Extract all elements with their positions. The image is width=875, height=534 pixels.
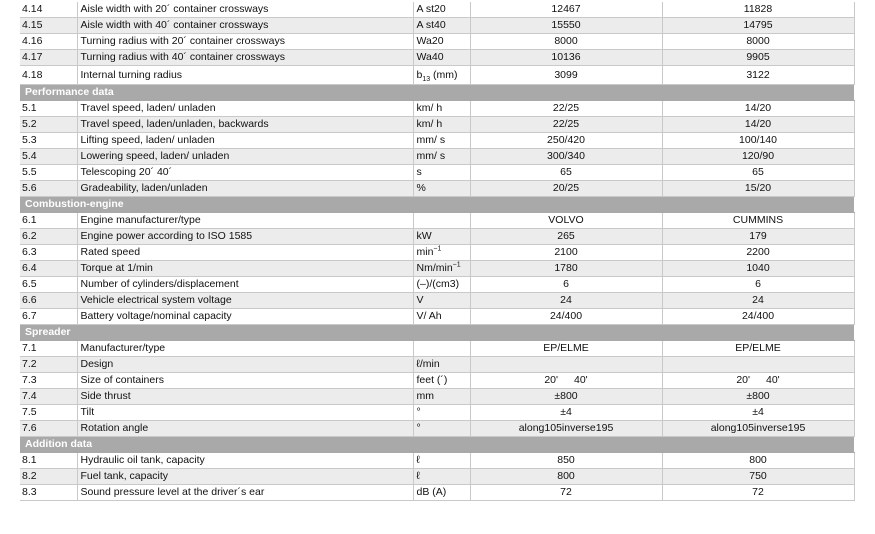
value-model-2: 2200 bbox=[662, 245, 854, 261]
value-model-2: 8000 bbox=[662, 34, 854, 50]
table-row bbox=[20, 18, 854, 34]
row-unit: mm bbox=[413, 389, 470, 405]
row-unit: ℓ bbox=[413, 453, 470, 469]
row-number: 7.1 bbox=[20, 341, 77, 357]
table-row bbox=[20, 485, 854, 501]
row-number: 5.2 bbox=[20, 117, 77, 133]
row-number: 5.5 bbox=[20, 165, 77, 181]
value-model-2: 1040 bbox=[662, 261, 854, 277]
row-unit: V bbox=[413, 293, 470, 309]
row-unit: dB (A) bbox=[413, 485, 470, 501]
row-unit: km/ h bbox=[413, 101, 470, 117]
table-row bbox=[20, 469, 854, 485]
row-description: Fuel tank, capacity bbox=[77, 469, 413, 485]
value-model-2: 11828 bbox=[662, 2, 854, 18]
value-model-1: EP/ELME bbox=[470, 341, 662, 357]
row-description: Internal turning radius bbox=[77, 66, 413, 85]
row-description: Lifting speed, laden/ unladen bbox=[77, 133, 413, 149]
row-description: Travel speed, laden/unladen, backwards bbox=[77, 117, 413, 133]
row-number: 5.4 bbox=[20, 149, 77, 165]
value-model-1: VOLVO bbox=[470, 213, 662, 229]
value-model-2: ±800 bbox=[662, 389, 854, 405]
value-model-1: 3099 bbox=[470, 66, 662, 85]
value-model-1: 22/25 bbox=[470, 101, 662, 117]
section-header bbox=[20, 437, 854, 453]
row-description: Aisle width with 20´ container crossways bbox=[77, 2, 413, 18]
row-description: Torque at 1/min bbox=[77, 261, 413, 277]
row-unit: $b_{13}$ (mm) bbox=[413, 66, 470, 85]
value-model-1: 10136 bbox=[470, 50, 662, 66]
section-header bbox=[20, 197, 854, 213]
row-unit: % bbox=[413, 181, 470, 197]
table-row bbox=[20, 2, 854, 18]
table-row bbox=[20, 373, 854, 389]
row-unit: ℓ bbox=[413, 469, 470, 485]
row-number: 7.2 bbox=[20, 357, 77, 373]
row-number: 5.6 bbox=[20, 181, 77, 197]
row-number: 4.15 bbox=[20, 18, 77, 34]
row-description: Hydraulic oil tank, capacity bbox=[77, 453, 413, 469]
value-model-1: 850 bbox=[470, 453, 662, 469]
row-number: 4.17 bbox=[20, 50, 77, 66]
row-description: Vehicle electrical system voltage bbox=[77, 293, 413, 309]
row-unit: kW bbox=[413, 229, 470, 245]
value-model-1: along105inverse195 bbox=[470, 421, 662, 437]
value-model-1: 22/25 bbox=[470, 117, 662, 133]
row-unit: Wa40 bbox=[413, 50, 470, 66]
row-number: 6.7 bbox=[20, 309, 77, 325]
row-unit: ° bbox=[413, 421, 470, 437]
value-model-2: 120/90 bbox=[662, 149, 854, 165]
row-description: Turning radius with 40´ container crossways bbox=[77, 50, 413, 66]
table-row bbox=[20, 213, 854, 229]
row-description: Number of cylinders/displacement bbox=[77, 277, 413, 293]
value-model-2: 65 bbox=[662, 165, 854, 181]
row-description: Rated speed bbox=[77, 245, 413, 261]
value-model-1: ±800 bbox=[470, 389, 662, 405]
value-model-1: 20' 40' bbox=[470, 373, 662, 389]
table-row bbox=[20, 261, 854, 277]
row-description: Aisle width with 40´ container crossways bbox=[77, 18, 413, 34]
table-row bbox=[20, 421, 854, 437]
value-model-2: 14/20 bbox=[662, 117, 854, 133]
table-row bbox=[20, 277, 854, 293]
value-model-2: 9905 bbox=[662, 50, 854, 66]
row-number: 5.3 bbox=[20, 133, 77, 149]
value-model-1: 12467 bbox=[470, 2, 662, 18]
row-number: 7.4 bbox=[20, 389, 77, 405]
row-unit: (–)/(cm3) bbox=[413, 277, 470, 293]
row-description: Rotation angle bbox=[77, 421, 413, 437]
row-unit: feet (´) bbox=[413, 373, 470, 389]
table-row bbox=[20, 309, 854, 325]
value-model-2: 14/20 bbox=[662, 101, 854, 117]
value-model-1: 250/420 bbox=[470, 133, 662, 149]
value-model-1: 20/25 bbox=[470, 181, 662, 197]
value-model-1: 800 bbox=[470, 469, 662, 485]
section-header bbox=[20, 85, 854, 101]
table-row bbox=[20, 357, 854, 373]
value-model-1: 265 bbox=[470, 229, 662, 245]
table-row bbox=[20, 405, 854, 421]
row-description: Manufacturer/type bbox=[77, 341, 413, 357]
row-number: 6.3 bbox=[20, 245, 77, 261]
value-model-2: 15/20 bbox=[662, 181, 854, 197]
value-model-2: 800 bbox=[662, 453, 854, 469]
value-model-2: 6 bbox=[662, 277, 854, 293]
table-row bbox=[20, 66, 854, 85]
row-description: Size of containers bbox=[77, 373, 413, 389]
value-model-1: 72 bbox=[470, 485, 662, 501]
row-description: Design bbox=[77, 357, 413, 373]
value-model-1: 6 bbox=[470, 277, 662, 293]
table-row bbox=[20, 389, 854, 405]
row-unit: V/ Ah bbox=[413, 309, 470, 325]
value-model-2: ±4 bbox=[662, 405, 854, 421]
row-number: 6.2 bbox=[20, 229, 77, 245]
row-unit: A st20 bbox=[413, 2, 470, 18]
row-unit: ℓ/min bbox=[413, 357, 470, 373]
value-model-2: 179 bbox=[662, 229, 854, 245]
table-row bbox=[20, 165, 854, 181]
value-model-2: 24 bbox=[662, 293, 854, 309]
row-unit: mm/ s bbox=[413, 133, 470, 149]
value-model-1: 8000 bbox=[470, 34, 662, 50]
row-unit: km/ h bbox=[413, 117, 470, 133]
row-unit: ° bbox=[413, 405, 470, 421]
table-row bbox=[20, 341, 854, 357]
row-number: 8.1 bbox=[20, 453, 77, 469]
value-model-1: 24/400 bbox=[470, 309, 662, 325]
row-description: Lowering speed, laden/ unladen bbox=[77, 149, 413, 165]
value-model-1: 15550 bbox=[470, 18, 662, 34]
row-description: Gradeability, laden/unladen bbox=[77, 181, 413, 197]
value-model-2: 72 bbox=[662, 485, 854, 501]
value-model-2: 3122 bbox=[662, 66, 854, 85]
row-description: Engine power according to ISO 1585 bbox=[77, 229, 413, 245]
value-model-2: CUMMINS bbox=[662, 213, 854, 229]
section-title: Performance data bbox=[20, 85, 854, 101]
row-number: 8.2 bbox=[20, 469, 77, 485]
row-unit: s bbox=[413, 165, 470, 181]
table-row bbox=[20, 133, 854, 149]
row-unit: $Nm/\min^{-1}$ bbox=[413, 261, 470, 277]
table-row bbox=[20, 50, 854, 66]
row-unit: $\min^{-1}$ bbox=[413, 245, 470, 261]
value-model-2 bbox=[662, 357, 854, 373]
row-unit: A st40 bbox=[413, 18, 470, 34]
table-row bbox=[20, 245, 854, 261]
row-number: 4.16 bbox=[20, 34, 77, 50]
value-model-1: 300/340 bbox=[470, 149, 662, 165]
value-model-2: along105inverse195 bbox=[662, 421, 854, 437]
row-number: 4.18 bbox=[20, 66, 77, 85]
value-model-1: 65 bbox=[470, 165, 662, 181]
table-row bbox=[20, 149, 854, 165]
table-row bbox=[20, 293, 854, 309]
row-number: 8.3 bbox=[20, 485, 77, 501]
table-row bbox=[20, 453, 854, 469]
value-model-1: 24 bbox=[470, 293, 662, 309]
table-row bbox=[20, 34, 854, 50]
row-number: 6.6 bbox=[20, 293, 77, 309]
row-number: 7.6 bbox=[20, 421, 77, 437]
table-row bbox=[20, 117, 854, 133]
value-model-1 bbox=[470, 357, 662, 373]
row-unit: mm/ s bbox=[413, 149, 470, 165]
table-row bbox=[20, 181, 854, 197]
section-header bbox=[20, 325, 854, 341]
row-description: Sound pressure level at the driver´s ear bbox=[77, 485, 413, 501]
section-title: Combustion-engine bbox=[20, 197, 854, 213]
value-model-1: ±4 bbox=[470, 405, 662, 421]
row-unit: Wa20 bbox=[413, 34, 470, 50]
row-number: 6.5 bbox=[20, 277, 77, 293]
table-row bbox=[20, 229, 854, 245]
row-description: Engine manufacturer/type bbox=[77, 213, 413, 229]
value-model-2: 24/400 bbox=[662, 309, 854, 325]
row-description: Travel speed, laden/ unladen bbox=[77, 101, 413, 117]
row-number: 7.5 bbox=[20, 405, 77, 421]
row-description: Turning radius with 20´ container crossways bbox=[77, 34, 413, 50]
row-description: Telescoping 20´ 40´ bbox=[77, 165, 413, 181]
value-model-2: 20' 40' bbox=[662, 373, 854, 389]
row-number: 6.1 bbox=[20, 213, 77, 229]
row-description: Battery voltage/nominal capacity bbox=[77, 309, 413, 325]
value-model-2: 14795 bbox=[662, 18, 854, 34]
row-description: Side thrust bbox=[77, 389, 413, 405]
row-number: 7.3 bbox=[20, 373, 77, 389]
value-model-1: 1780 bbox=[470, 261, 662, 277]
row-number: 6.4 bbox=[20, 261, 77, 277]
row-unit bbox=[413, 341, 470, 357]
section-title: Spreader bbox=[20, 325, 854, 341]
value-model-2: 750 bbox=[662, 469, 854, 485]
section-title: Addition data bbox=[20, 437, 854, 453]
row-unit bbox=[413, 213, 470, 229]
row-number: 4.14 bbox=[20, 2, 77, 18]
value-model-1: 2100 bbox=[470, 245, 662, 261]
specification-table bbox=[20, 2, 855, 501]
value-model-2: EP/ELME bbox=[662, 341, 854, 357]
value-model-2: 100/140 bbox=[662, 133, 854, 149]
table-row bbox=[20, 101, 854, 117]
row-number: 5.1 bbox=[20, 101, 77, 117]
row-description: Tilt bbox=[77, 405, 413, 421]
